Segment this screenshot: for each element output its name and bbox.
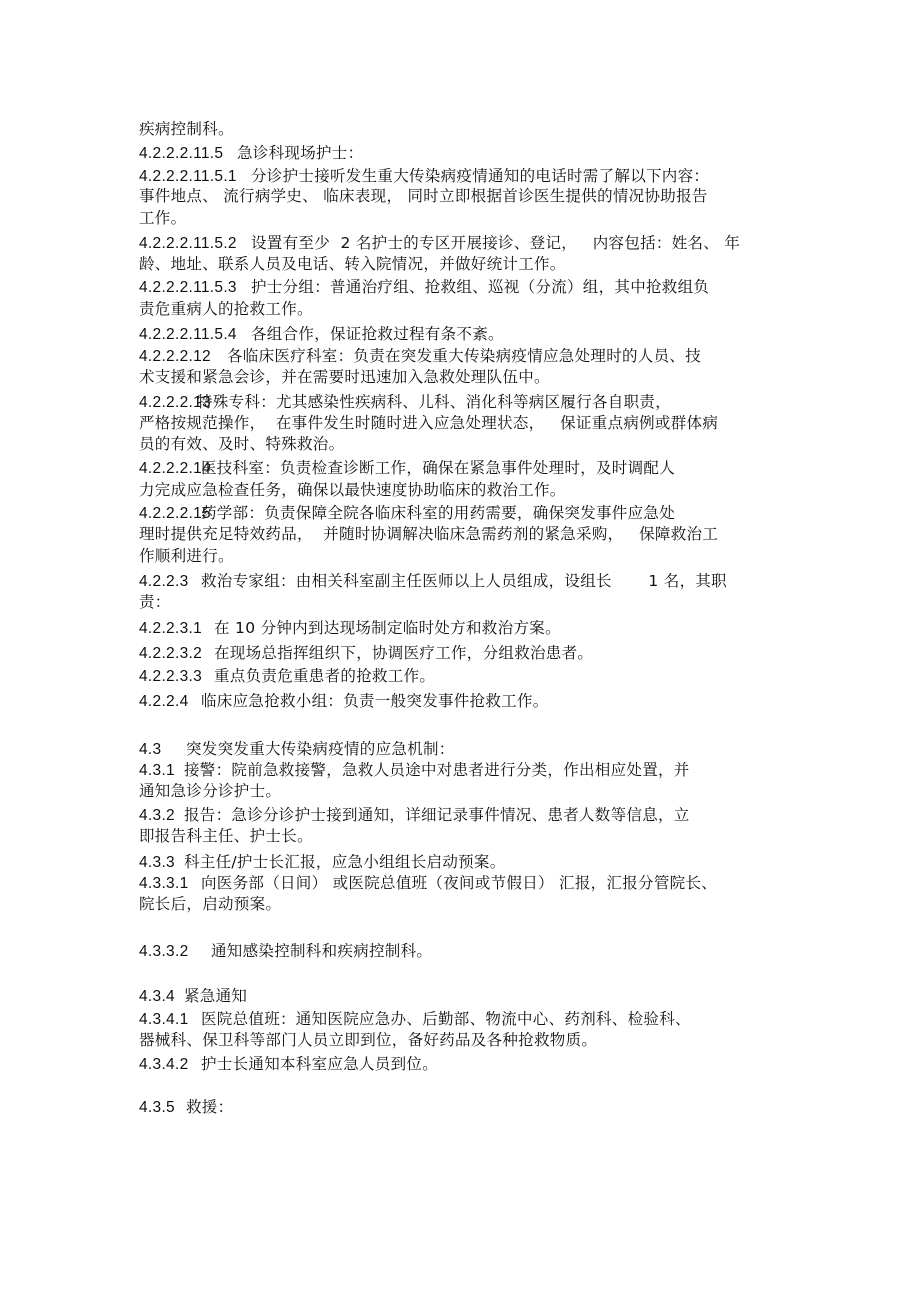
- line-text: 救治专家组：由相关科室副主任医师以上人员组成，设组长 1 名，其职: [201, 572, 727, 590]
- text-line: [139, 618, 561, 639]
- text-line: [139, 186, 708, 206]
- section-number: 4.3.5: [139, 1099, 175, 1116]
- line-text: 器械科、保卫科等部门人员立即到位，备好药品及各种抢救物质。: [139, 1031, 598, 1049]
- line-text: 分诊护士接听发生重大传染病疫情通知的电话时需了解以下内容：: [251, 167, 710, 185]
- text-line: [139, 434, 344, 454]
- section-number: 4.2.2.2.12: [139, 348, 211, 365]
- text-line: [139, 571, 727, 592]
- text-line: [139, 480, 566, 500]
- text-line: [139, 852, 506, 873]
- text-line: [139, 643, 593, 664]
- line-text: 疾病控制科。: [139, 120, 234, 138]
- line-text: 各临床医疗科室：负责在突发重大传染病疫情应急处理时的人员、技: [227, 347, 702, 365]
- section-number: 4.2.2.2.11.5.2: [139, 235, 237, 252]
- text-line: [139, 503, 675, 524]
- line-text: 设置有至少 2 名护士的专区开展接诊、登记， 内容包括：姓名、 年: [251, 234, 741, 252]
- line-text: 力完成应急检查任务，确保以最快速度协助临床的救治工作。: [139, 481, 566, 499]
- text-line: [139, 166, 709, 187]
- text-line: [139, 873, 717, 894]
- line-text: 重点负责危重患者的抢救工作。: [214, 667, 436, 685]
- section-number: 4.3.1: [139, 762, 175, 779]
- text-line: [139, 119, 234, 139]
- text-line: [139, 781, 281, 801]
- text-line: [139, 546, 234, 566]
- text-line: [139, 524, 718, 544]
- section-number: 4.3.3: [139, 854, 175, 871]
- text-line: [139, 739, 455, 760]
- text-line: [139, 277, 709, 298]
- section-number: 4.3.4.1: [139, 1011, 189, 1028]
- text-line: [139, 1009, 691, 1030]
- section-number: 4.2.2.2.11.5.3: [139, 279, 237, 296]
- section-number: 4.2.2.2.14: [139, 460, 211, 477]
- section-number: 4.2.2.4: [139, 693, 189, 710]
- section-number: 4.2.2.2.11.5.1: [139, 168, 237, 185]
- text-line: [139, 324, 504, 345]
- line-text: 特殊专科：尤其感染性疾病科、儿科、消化科等病区履行各自职责，: [197, 393, 672, 411]
- line-text: 科主任/护士长汇报，应急小组组长启动预案。: [184, 853, 506, 871]
- text-line: [139, 1030, 597, 1050]
- text-line: [139, 1054, 438, 1075]
- line-text: 院长后，启动预案。: [139, 895, 282, 913]
- line-text: 护士长通知本科室应急人员到位。: [201, 1055, 439, 1073]
- line-text: 医技科室：负责检查诊断工作，确保在紧急事件处理时，及时调配人: [201, 459, 676, 477]
- section-number: 4.3.4: [139, 988, 175, 1005]
- text-line: [139, 233, 740, 254]
- text-line: [139, 666, 435, 687]
- line-text: 护士分组：普通治疗组、抢救组、巡视（分流）组，其中抢救组负: [251, 278, 710, 296]
- section-number: 4.3.3.1: [139, 875, 189, 892]
- text-line: [139, 208, 186, 228]
- line-text: 突发突发重大传染病疫情的应急机制：: [186, 740, 455, 758]
- line-text: 理时提供充足特效药品， 并随时协调解决临床急需药剂的紧急采购， 保障救治工: [139, 525, 719, 543]
- section-number: 4.2.2.3.2: [139, 645, 203, 662]
- text-line: [139, 826, 313, 846]
- text-line: [139, 805, 690, 826]
- text-line: [139, 254, 566, 274]
- section-number: 4.3.2: [139, 807, 175, 824]
- line-text: 在 10 分钟内到达现场制定临时处方和救治方案。: [214, 619, 561, 637]
- text-line: [139, 894, 281, 914]
- text-line: [139, 143, 363, 164]
- text-line: [139, 1097, 233, 1118]
- text-line: [139, 392, 671, 413]
- section-number: 4.2.2.3.3: [139, 668, 203, 685]
- text-line: [139, 691, 549, 712]
- line-text: 责危重病人的抢救工作。: [139, 300, 313, 318]
- section-number: 4.2.2.2.11.5: [139, 145, 224, 162]
- line-text: 接警：院前急救接警，急救人员途中对患者进行分类，作出相应处置，并: [184, 761, 690, 779]
- line-text: 药学部：负责保障全院各临床科室的用药需要，确保突发事件应急处: [201, 504, 676, 522]
- text-line: [139, 592, 171, 612]
- text-line: [139, 941, 432, 962]
- text-line: [139, 367, 550, 387]
- line-text: 通知感染控制科和疾病控制科。: [211, 942, 433, 960]
- text-line: [139, 986, 247, 1007]
- line-text: 严格按规范操作， 在事件发生时随时进入应急处理状态， 保证重点病例或群体病: [139, 414, 719, 432]
- line-text: 员的有效、及时、特殊救治。: [139, 435, 345, 453]
- line-text: 在现场总指挥组织下，协调医疗工作，分组救治患者。: [214, 644, 594, 662]
- section-number: 4.3: [139, 741, 162, 758]
- line-text: 医院总值班：通知医院应急办、后勤部、物流中心、药剂科、检验科、: [201, 1010, 691, 1028]
- text-line: [139, 760, 690, 781]
- line-text: 作顺利进行。: [139, 547, 234, 565]
- line-text: 龄、地址、联系人员及电话、转入院情况，并做好统计工作。: [139, 255, 566, 273]
- line-text: 事件地点、 流行病学史、 临床表现， 同时立即根据首诊医生提供的情况协助报告: [139, 187, 708, 205]
- section-number: 4.3.4.2: [139, 1056, 189, 1073]
- section-number: 4.2.2.2.11.5.4: [139, 326, 237, 343]
- section-number: 4.2.2.2.15: [139, 505, 211, 522]
- line-text: 紧急通知: [184, 987, 248, 1005]
- section-number: 4.2.2.3.1: [139, 620, 203, 637]
- section-number: 4.2.2.3: [139, 573, 189, 590]
- line-text: 通知急诊分诊护士。: [139, 782, 282, 800]
- section-number: 4.3.3.2: [139, 943, 189, 960]
- line-text: 工作。: [139, 209, 187, 227]
- line-text: 急诊科现场护士：: [237, 144, 364, 162]
- line-text: 责：: [139, 593, 171, 611]
- text-line: [139, 346, 701, 367]
- section-number: 4.2.2.2.13: [139, 394, 211, 411]
- text-line: [139, 458, 675, 479]
- line-text: 救援：: [186, 1098, 234, 1116]
- line-text: 各组合作，保证抢救过程有条不紊。: [251, 325, 504, 343]
- line-text: 术支援和紧急会诊，并在需要时迅速加入急救处理队伍中。: [139, 368, 550, 386]
- line-text: 即报告科主任、护士长。: [139, 827, 313, 845]
- line-text: 向医务部（日间） 或医院总值班（夜间或节假日） 汇报，汇报分管院长、: [201, 874, 718, 892]
- text-line: [139, 299, 313, 319]
- text-line: [139, 413, 718, 433]
- line-text: 临床应急抢救小组：负责一般突发事件抢救工作。: [201, 692, 549, 710]
- line-text: 报告：急诊分诊护士接到通知，详细记录事件情况、患者人数等信息，立: [184, 806, 690, 824]
